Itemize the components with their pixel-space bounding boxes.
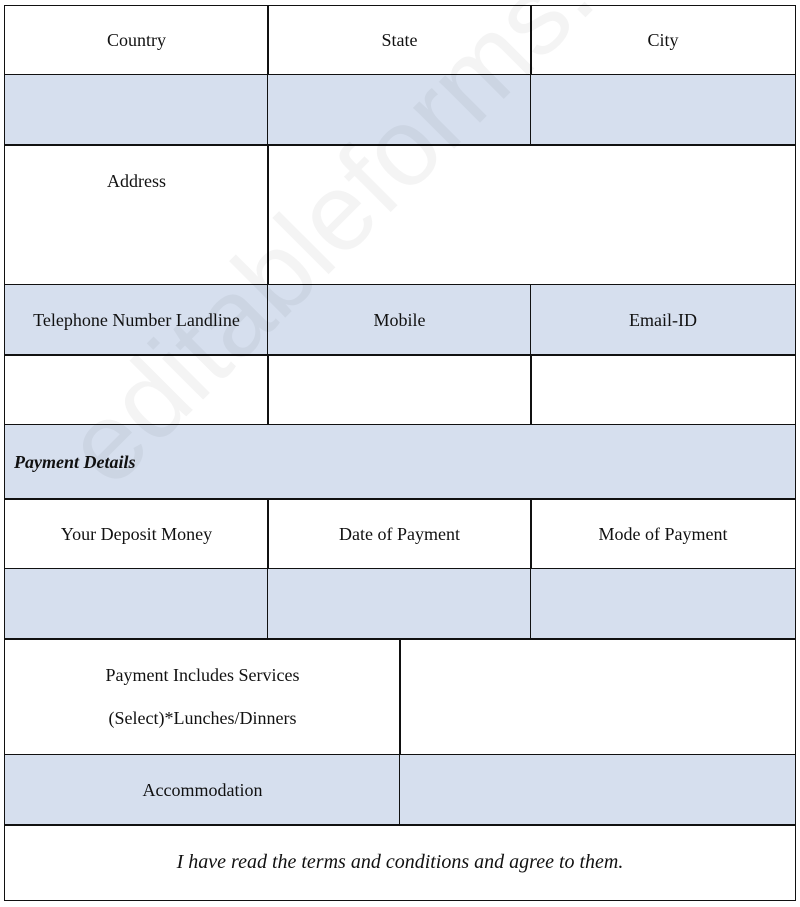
accommodation-field[interactable] bbox=[399, 754, 796, 826]
agreement-text: I have read the terms and conditions and agree to them. bbox=[4, 824, 796, 901]
email-field[interactable] bbox=[530, 354, 796, 426]
address-field[interactable] bbox=[267, 144, 796, 286]
state-label: State bbox=[267, 5, 532, 76]
services-label-line2: (Select)*Lunches/Dinners bbox=[108, 708, 297, 728]
mobile-field[interactable] bbox=[267, 354, 532, 426]
city-field[interactable] bbox=[530, 74, 796, 146]
mobile-label: Mobile bbox=[267, 284, 532, 356]
country-field[interactable] bbox=[4, 74, 269, 146]
telephone-label: Telephone Number Landline bbox=[4, 284, 269, 356]
email-label: Email-ID bbox=[530, 284, 796, 356]
payment-mode-field[interactable] bbox=[530, 568, 796, 640]
telephone-field[interactable] bbox=[4, 354, 269, 426]
deposit-label: Your Deposit Money bbox=[4, 498, 269, 570]
services-label-line1: Payment Includes Services bbox=[105, 665, 300, 685]
payment-mode-label: Mode of Payment bbox=[530, 498, 796, 570]
payment-details-heading: Payment Details bbox=[4, 424, 796, 500]
payment-date-field[interactable] bbox=[267, 568, 532, 640]
state-field[interactable] bbox=[267, 74, 532, 146]
services-field[interactable] bbox=[399, 638, 796, 756]
deposit-field[interactable] bbox=[4, 568, 269, 640]
country-label: Country bbox=[4, 5, 269, 76]
payment-date-label: Date of Payment bbox=[267, 498, 532, 570]
city-label: City bbox=[530, 5, 796, 76]
services-label bbox=[4, 638, 401, 756]
address-label: Address bbox=[4, 144, 269, 286]
accommodation-label: Accommodation bbox=[4, 754, 401, 826]
